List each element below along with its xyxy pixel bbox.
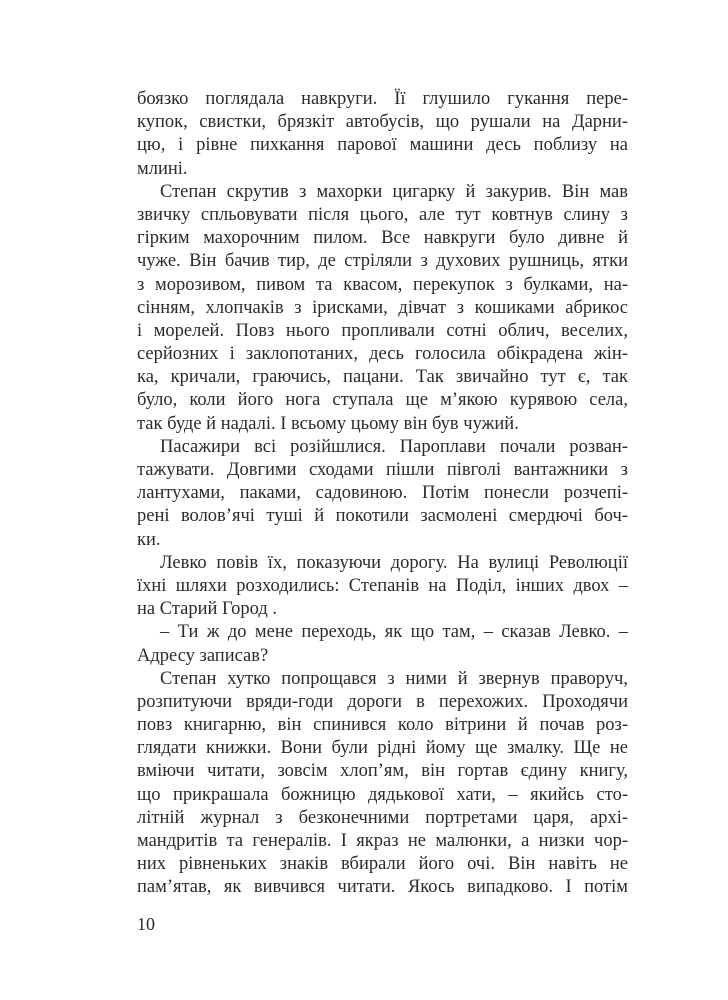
text-line: боязко поглядала навкруги. Її глушило гукання пере- [137,89,628,109]
text-line: повз книгарню, він спинився коло вітрини й почав роз- [137,715,628,736]
text-line: вміючи читати, зовсім хлоп’ям, він гортав єдину книгу, [137,761,628,782]
page-body-text [137,88,628,900]
text-line: Степан скрутив з махорки цигарку й закурив. Він мав [160,181,628,202]
text-line: пам’ятав, як вивчився читати. Якось випадково. І потім [137,877,628,898]
text-line: лантухами, паками, садовиною. Потім понесли розчепі- [137,483,628,504]
text-line: – Ти ж до мене переходь, як що там, – сказав Левко. – [160,622,628,643]
paragraph [137,668,628,900]
text-line: глядати книжки. Вони були рідні йому ще змалку. Ще не [137,738,628,759]
text-line: звичку спльовувати після цього, але тут ковтнув слину з [137,204,628,225]
text-line: і морелей. Повз нього пропливали сотні облич, веселих, [137,320,628,341]
paragraph [137,621,628,667]
text-line: купок, свистки, брязкіт автобусів, що рушали на Дарни- [137,112,628,133]
paragraph [137,436,628,552]
text-line: них рівненьких знаків вбирали його очі. Він навіть не [137,854,628,875]
text-line: літній журнал з безконечними портретами царя, архі- [137,807,628,828]
text-line: цю, і рівне пихкання парової машини десь поблизу на [137,135,628,156]
text-line: Адресу записав? [137,645,269,666]
text-line: Левко повів їх, показуючи дорогу. На вулиці Революції [160,552,628,573]
text-line: що прикрашала божницю дядькової хати, – якийсь сто- [137,784,628,805]
text-line: Степан хутко попрощався з ними й звернув праворуч, [160,668,628,689]
text-line: рені волов’ячі туші й покотили засмолені смердючі боч- [137,506,628,527]
text-line: було, коли його нога ступала ще м’якою курявою села, [137,390,628,411]
text-line: з морозивом, пивом та квасом, перекупок з булками, на- [137,274,628,295]
text-line: млині. [137,158,188,179]
text-line: їхні шляхи розходились: Степанів на Поділ, інших двох – [137,575,628,596]
text-line: на Старий Город . [137,599,277,620]
text-line: Пасажири всі розійшлися. Пароплави почали розван- [160,436,628,457]
text-line: гірким махорочним пилом. Все навкруги було дивне й [137,228,628,249]
text-line: серйозних і заклопотаних, десь голосила обікрадена жін- [137,344,628,365]
text-line: мандритів та генералів. І якраз не малюнки, а низки чор- [137,831,628,851]
text-line: ка, кричали, граючись, пацани. Так звичайно тут є, так [137,367,628,388]
text-line: тажувати. Довгими сходами пішли півголі вантажники з [137,460,628,480]
text-line: так буде й надалі. І всьому цьому він був чужий. [137,413,519,434]
paragraph [137,552,628,622]
text-line: чуже. Він бачив тир, де стріляли з духових рушниць, ятки [137,251,628,272]
text-line: розпитуючи вряди-годи дороги в перехожих. Проходячи [137,691,628,712]
text-line: ки. [137,529,161,550]
paragraph [137,181,628,436]
text-line: сінням, хлопчаків з ірисками, дівчат з кошиками абрикос [137,297,628,318]
page-number: 10 [137,914,155,934]
paragraph [137,88,628,181]
